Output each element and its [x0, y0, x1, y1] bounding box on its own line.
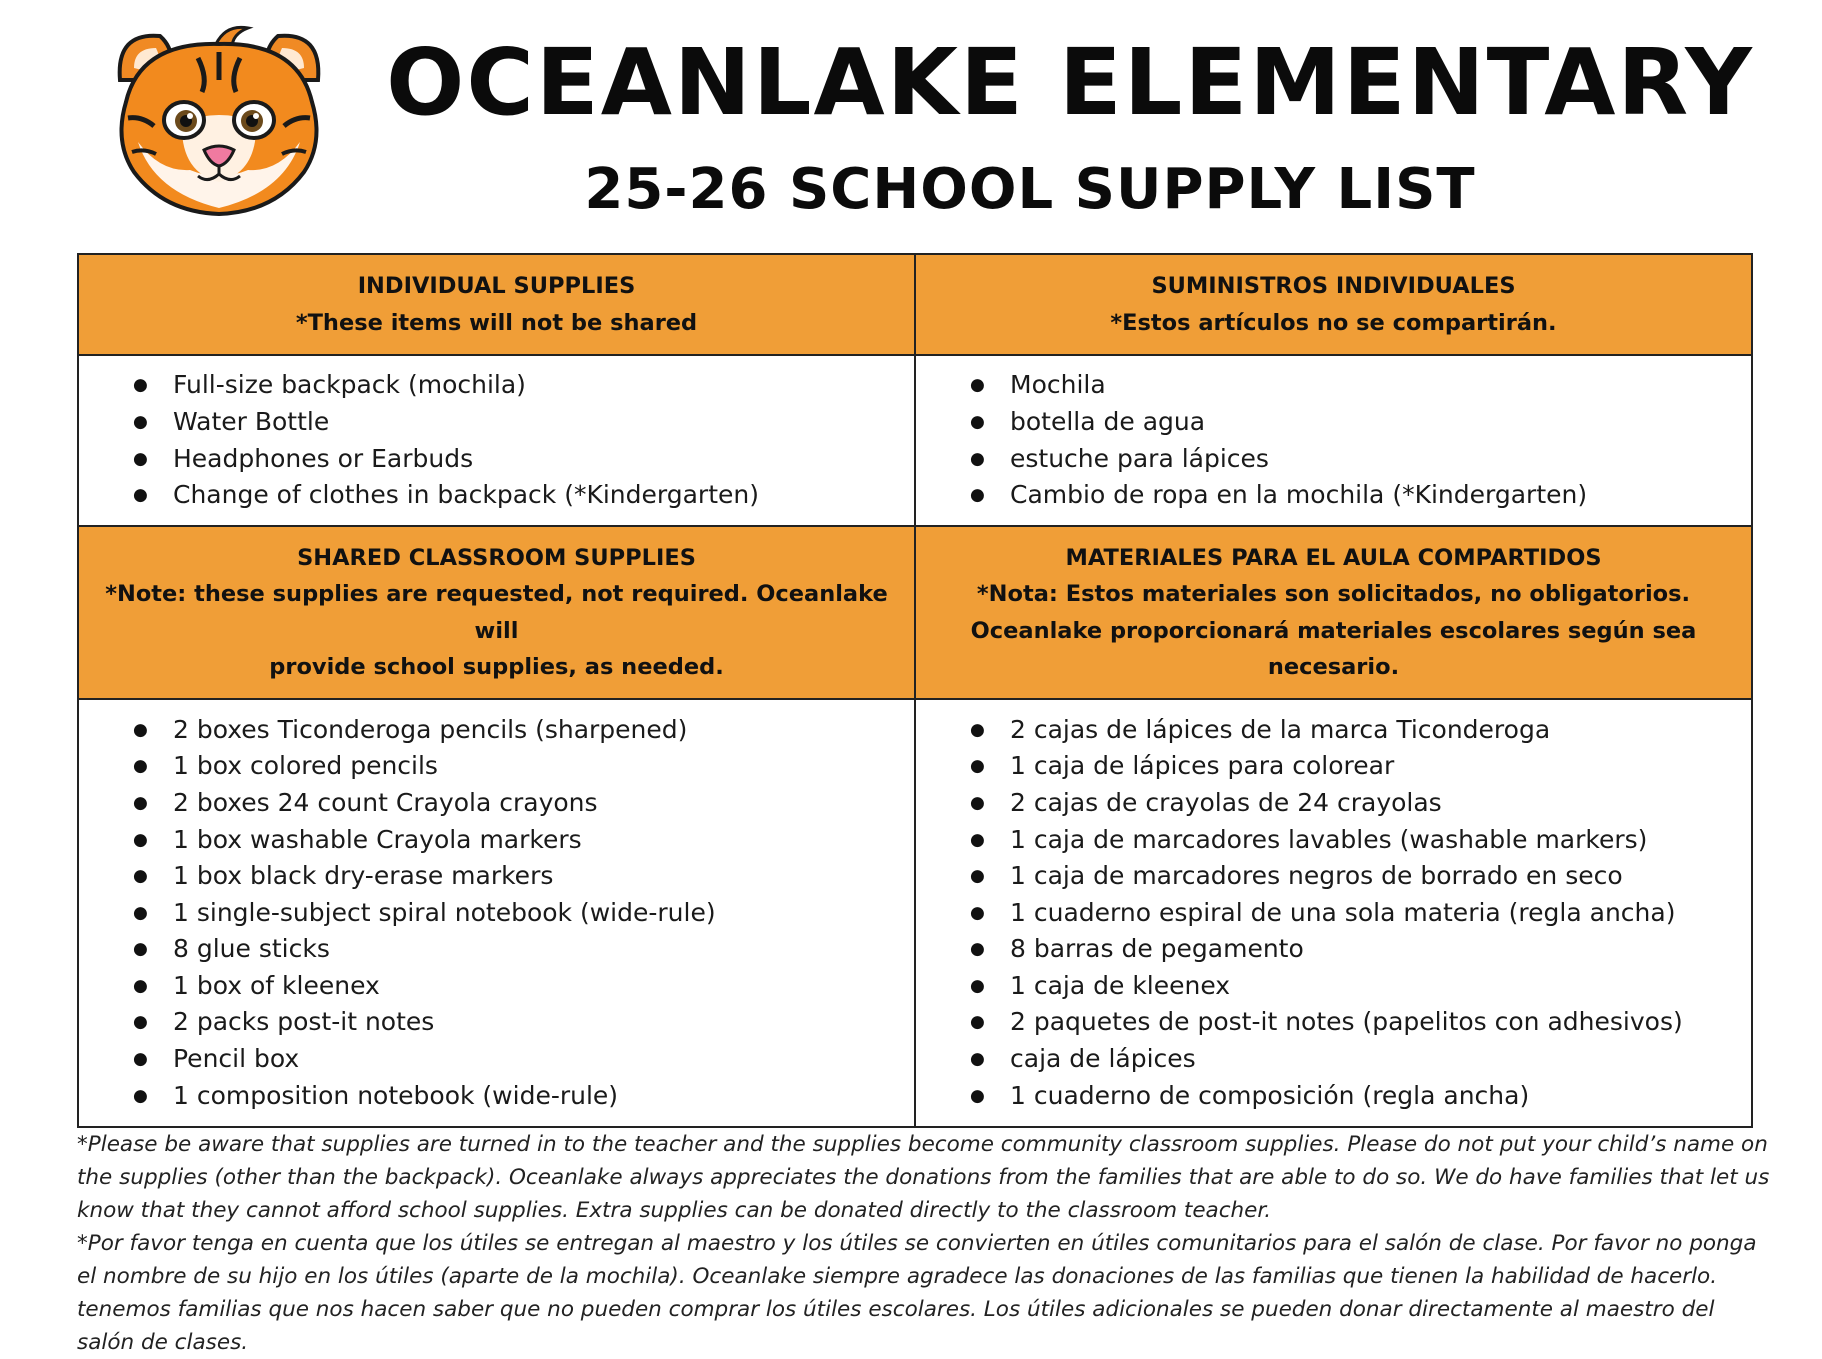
list-item: ● 1 cuaderno espiral de una sola materia (regla ancha): [970, 895, 1751, 932]
suministros-individuales-title: SUMINISTROS INDIVIDUALES: [1151, 273, 1516, 299]
list-item: ● estuche para lápices: [970, 441, 1751, 478]
suministros-individuales-header: [915, 254, 1752, 355]
list-item: ● Pencil box: [133, 1041, 914, 1078]
list-item: ● Cambio de ropa en la mochila (*Kindergarten): [970, 477, 1751, 514]
list-item: ● 1 box colored pencils: [133, 748, 914, 785]
materiales-compartidos-header: [915, 526, 1752, 699]
shared-supplies-note-line2: provide school supplies, as needed.: [269, 654, 724, 680]
list-item: ● Full-size backpack (mochila): [133, 367, 914, 404]
list-item: ● 1 composition notebook (wide-rule): [133, 1078, 914, 1115]
individual-supplies-list: [79, 367, 914, 513]
list-item: ● Water Bottle: [133, 404, 914, 441]
list-item: ● Change of clothes in backpack (*Kindergarten): [133, 477, 914, 514]
list-item: ● 8 glue sticks: [133, 931, 914, 968]
shared-supplies-list: [79, 712, 914, 1115]
suministros-individuales-list: [916, 367, 1751, 513]
list-item: ● 2 boxes Ticonderoga pencils (sharpened): [133, 712, 914, 749]
list-item: ● 1 caja de lápices para colorear: [970, 748, 1751, 785]
materiales-compartidos-note-line1: *Nota: Estos materiales son solicitados, no obligatorios.: [976, 581, 1691, 607]
shared-supplies-note-line1: *Note: these supplies are requested, not required. Oceanlake will: [105, 581, 888, 644]
footer-note-spanish: *Por favor tenga en cuenta que los útiles se entregan al maestro y los útiles se convierten en útiles comunitarios para el salón de clase. Por favor no ponga el nombre de su hijo en los útiles (aparte de la mochila). Oceanlake siempre agradece las donaciones de las familias que tienen la habilidad de hacerlo. tenemos familias que nos hacen saber que no pueden comprar los útiles escolares. Los útiles adicionales se pueden donar directamente al maestro del salón de clases.: [77, 1231, 1757, 1355]
list-item: ● botella de agua: [970, 404, 1751, 441]
individual-supplies-list-cell: [78, 355, 915, 526]
individual-supplies-header: [78, 254, 915, 355]
list-item: ● 1 box black dry-erase markers: [133, 858, 914, 895]
tiger-mascot-icon: [98, 22, 340, 218]
school-name: OCEANLAKE ELEMENTARY: [386, 29, 1754, 136]
shared-supplies-list-cell: [78, 699, 915, 1127]
supply-list-title: 25-26 SCHOOL SUPPLY LIST: [584, 157, 1476, 222]
list-item: ● Mochila: [970, 367, 1751, 404]
list-item: ● 1 caja de marcadores lavables (washable markers): [970, 822, 1751, 859]
materiales-compartidos-list-cell: [915, 699, 1752, 1127]
footer-note-english: *Please be aware that supplies are turned in to the teacher and the supplies become community classroom supplies. Please do not put your child’s name on the supplies (other than the backpack). Oceanlake always appreciates the donations from the families that are able to do so. We do have families that let us know that they cannot afford school supplies. Extra supplies can be donated directly to the classroom teacher.: [77, 1132, 1770, 1223]
list-item: ● caja de lápices: [970, 1041, 1751, 1078]
materiales-compartidos-list: [916, 712, 1751, 1115]
suministros-individuales-subtitle: *Estos artículos no se compartirán.: [1110, 309, 1557, 336]
individual-supplies-subtitle: *These items will not be shared: [295, 309, 698, 336]
list-item: ● 2 boxes 24 count Crayola crayons: [133, 785, 914, 822]
list-item: ● 2 paquetes de post-it notes (papelitos con adhesivos): [970, 1004, 1751, 1041]
list-item: ● 1 single-subject spiral notebook (wide-rule): [133, 895, 914, 932]
list-item: ● 2 cajas de lápices de la marca Ticonderoga: [970, 712, 1751, 749]
list-item: ● 1 caja de marcadores negros de borrado en seco: [970, 858, 1751, 895]
materiales-compartidos-note-line3: necesario.: [1267, 654, 1400, 680]
list-item: ● 2 cajas de crayolas de 24 crayolas: [970, 785, 1751, 822]
list-item: ● 8 barras de pegamento: [970, 931, 1751, 968]
suministros-individuales-list-cell: [915, 355, 1752, 526]
supply-table: [77, 253, 1753, 1128]
list-item: ● 1 box of kleenex: [133, 968, 914, 1005]
list-item: ● 1 cuaderno de composición (regla ancha): [970, 1078, 1751, 1115]
footer-notes: [77, 1128, 1777, 1359]
list-item: ● 1 box washable Crayola markers: [133, 822, 914, 859]
materiales-compartidos-title: MATERIALES PARA EL AULA COMPARTIDOS: [1065, 544, 1602, 571]
list-item: ● Headphones or Earbuds: [133, 441, 914, 478]
shared-supplies-header: [78, 526, 915, 699]
materiales-compartidos-note-line2: Oceanlake proporcionará materiales escolares según sea: [970, 617, 1697, 644]
shared-supplies-title: SHARED CLASSROOM SUPPLIES: [297, 544, 696, 571]
list-item: ● 1 caja de kleenex: [970, 968, 1751, 1005]
list-item: ● 2 packs post-it notes: [133, 1004, 914, 1041]
individual-supplies-title: INDIVIDUAL SUPPLIES: [357, 273, 636, 299]
